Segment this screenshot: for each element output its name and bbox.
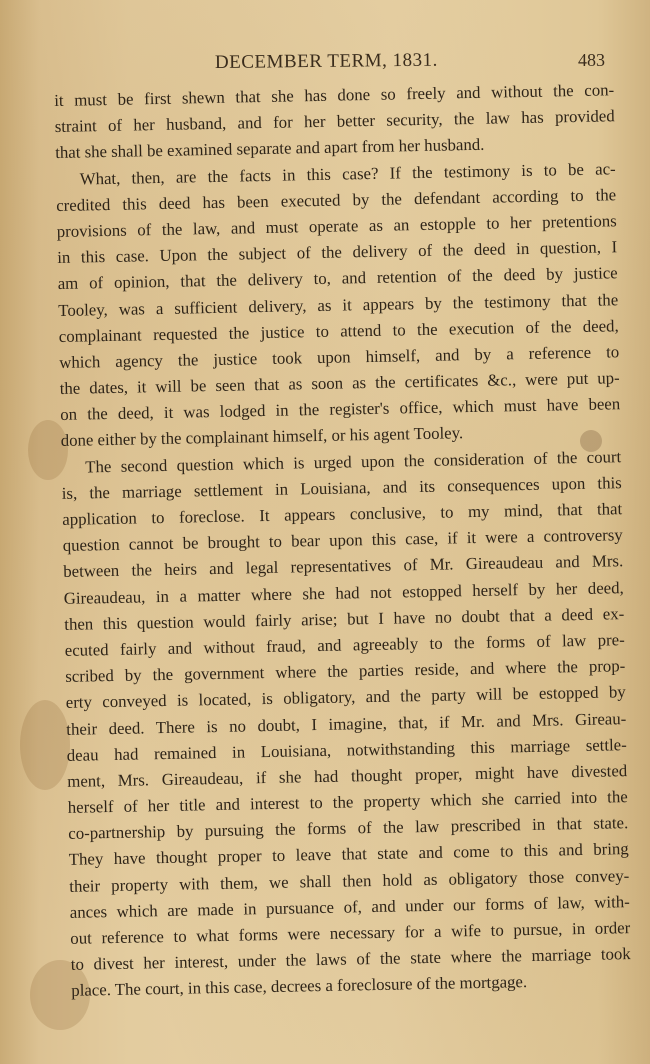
text-line: What, then, are the facts in this case? If the testimony is to be ac- bbox=[79, 158, 616, 189]
paper-stain bbox=[20, 700, 70, 790]
text-line: to divest her interest, under the laws of the state where the marriage took bbox=[70, 944, 631, 975]
text-line: provisions of the law, and must operate as an estopple to her pretentions bbox=[56, 211, 617, 241]
text-line: straint of her husband, and for her better security, the law has provided bbox=[54, 106, 615, 137]
text-line: is, the marriage settlement in Louisiana, and its consequences upon this bbox=[61, 472, 622, 503]
text-line: that she shall be examined separate and apart from her husband. bbox=[55, 135, 485, 163]
body-text bbox=[54, 77, 631, 1004]
text-line: ment, Mrs. Gireaudeau, if she had thought proper, might have divested bbox=[67, 760, 628, 791]
text-line: their property with them, we shall then hold as obligatory those convey- bbox=[69, 865, 630, 896]
text-line: ecuted fairly and without fraud, and agreeably to the forms of law pre- bbox=[64, 630, 625, 660]
text-line: The second question which is urged upon the consideration of the court bbox=[85, 446, 622, 477]
text-line: question cannot be brought to bear upon this case, if it were a controversy bbox=[62, 525, 623, 556]
text-line: on the deed, it was lodged in the register's office, which must have been bbox=[60, 394, 621, 425]
text-line: between the heirs and legal representatives of Mr. Gireaudeau and Mrs. bbox=[63, 551, 624, 582]
text-line: am of opinion, that the delivery to, and retention of the deed by justice bbox=[57, 263, 618, 294]
text-line: herself of her title and interest to the property which she carried into the bbox=[67, 787, 628, 817]
text-line: the dates, it will be seen that as soon as the certificates &c., were put up- bbox=[59, 368, 620, 399]
text-line: in this case. Upon the subject of the delivery of the deed in question, I bbox=[57, 237, 618, 268]
text-line: which agency the justice took upon himself, and by a reference to bbox=[59, 342, 620, 372]
text-line: place. The court, in this case, decrees a foreclosure of the mortgage. bbox=[71, 972, 528, 1001]
text-line: Gireaudeau, in a matter where she had not estopped herself by her deed, bbox=[63, 577, 624, 608]
text-line: They have thought proper to leave that state and come to this and bring bbox=[68, 839, 629, 870]
text-line: then this question would fairly arise; but I have no doubt that a deed ex- bbox=[64, 603, 625, 634]
text-line: scribed by the government where the parties reside, and where the prop- bbox=[65, 656, 626, 687]
text-line: ances which are made in pursuance of, and under our forms of law, with- bbox=[69, 891, 630, 922]
text-line: their deed. There is no doubt, I imagine, that, if Mr. and Mrs. Gireau- bbox=[66, 708, 627, 739]
text-line: application to foreclose. It appears conclusive, to my mind, that that bbox=[62, 499, 623, 529]
text-line: out reference to what forms were necessary for a wife to pursue, in order bbox=[70, 918, 631, 948]
page-header bbox=[0, 50, 650, 80]
text-line: erty conveyed is located, is obligatory, and the party will be estopped by bbox=[65, 682, 626, 713]
text-line: deau had remained in Louisiana, notwithstanding this marriage settle- bbox=[66, 734, 627, 765]
text-line: co-partnership by pursuing the forms of the law prescribed in that state. bbox=[68, 813, 629, 844]
running-head: DECEMBER TERM, 1831. bbox=[214, 49, 438, 73]
text-line: Tooley, was a sufficient delivery, as it appears by the testimony that the bbox=[58, 289, 619, 320]
text-line: complainant requested the justice to attend to the execution of the deed, bbox=[58, 315, 619, 346]
page-number: 483 bbox=[578, 50, 605, 70]
text-line: done either by the complainant himself, or his agent Tooley. bbox=[60, 423, 464, 451]
text-line: it must be first shewn that she has done so freely and without the con- bbox=[54, 80, 615, 110]
text-line: credited this deed has been executed by the defendant according to the bbox=[56, 184, 617, 215]
